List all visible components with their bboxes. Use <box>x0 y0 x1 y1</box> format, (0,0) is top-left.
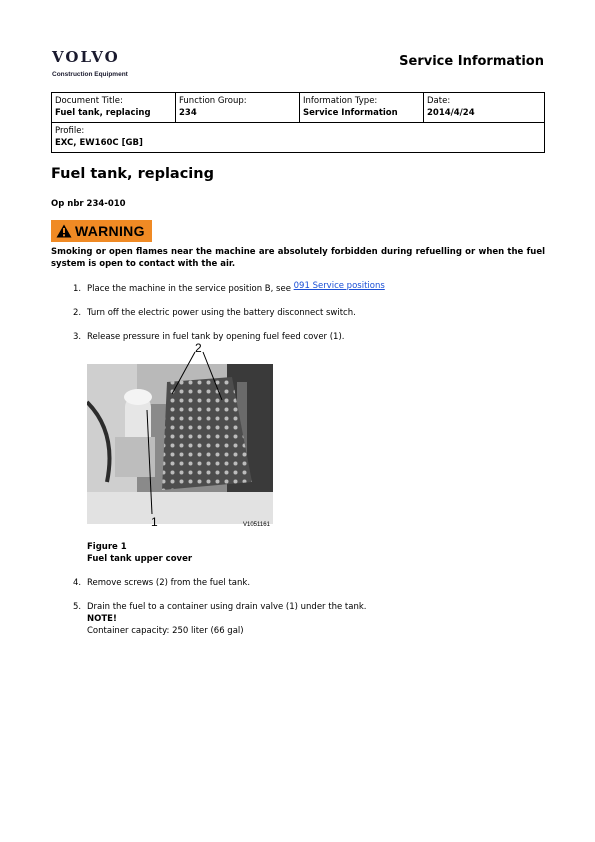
step-2 <box>73 307 356 319</box>
note-text: Container capacity: 250 liter (66 gal) <box>87 626 244 636</box>
page-title: Fuel tank, replacing <box>51 166 214 182</box>
function-group-cell <box>176 93 300 123</box>
step-number: 5. <box>73 602 82 612</box>
warning-badge <box>51 220 152 242</box>
function-group-label: Function Group: <box>179 96 247 106</box>
info-type-value: Service Information <box>303 108 398 118</box>
callout-2: 2 <box>195 342 202 355</box>
operation-number: Op nbr 234-010 <box>51 199 126 209</box>
function-group-value: 234 <box>179 108 197 118</box>
figure-title: Fuel tank upper cover <box>87 554 193 564</box>
figure-caption <box>87 541 192 565</box>
image-code: V1051161 <box>243 522 270 528</box>
warning-label: WARNING <box>75 223 145 239</box>
step-number: 2. <box>73 308 82 318</box>
volvo-logo <box>52 50 128 78</box>
step-text: Turn off the electric power using the battery disconnect switch. <box>87 308 356 318</box>
note-heading: NOTE! <box>87 614 117 624</box>
doc-title-label: Document Title: <box>55 96 123 106</box>
step-text: Place the machine in the service position B, see <box>87 284 294 294</box>
date-value: 2014/4/24 <box>427 108 475 118</box>
info-type-label: Information Type: <box>303 96 378 106</box>
step-text: Release pressure in fuel tank by opening fuel feed cover (1). <box>87 332 345 342</box>
profile-value: EXC, EW160C [GB] <box>55 138 143 148</box>
step-text: Drain the fuel to a container using drain valve (1) under the tank. <box>87 602 367 612</box>
warning-triangle-icon <box>56 224 72 238</box>
figure-number: Figure 1 <box>87 542 127 552</box>
step-4 <box>73 577 250 589</box>
brand-subtitle: Construction Equipment <box>52 71 128 78</box>
fuel-tank-photo <box>87 342 273 532</box>
date-label: Date: <box>427 96 451 106</box>
document-info-table <box>51 92 545 153</box>
brand-name: VOLVO <box>52 48 120 66</box>
profile-label: Profile: <box>55 126 85 136</box>
date-cell <box>424 93 545 123</box>
step-1 <box>73 283 385 295</box>
service-information-heading: Service Information <box>399 54 544 69</box>
info-type-cell <box>300 93 424 123</box>
service-positions-link[interactable]: 091 Service positions <box>293 281 385 291</box>
step-text: Remove screws (2) from the fuel tank. <box>87 578 251 588</box>
warning-text: Smoking or open flames near the machine are absolutely forbidden during refuelling or when the fuel system is open to contact with the air. <box>51 247 545 269</box>
step-number: 4. <box>73 578 82 588</box>
step-number: 1. <box>73 284 82 294</box>
doc-title-cell <box>52 93 176 123</box>
profile-cell <box>52 123 545 153</box>
step-5 <box>73 601 366 637</box>
doc-title-value: Fuel tank, replacing <box>55 108 151 118</box>
step-number: 3. <box>73 332 82 342</box>
callout-1: 1 <box>151 515 158 529</box>
